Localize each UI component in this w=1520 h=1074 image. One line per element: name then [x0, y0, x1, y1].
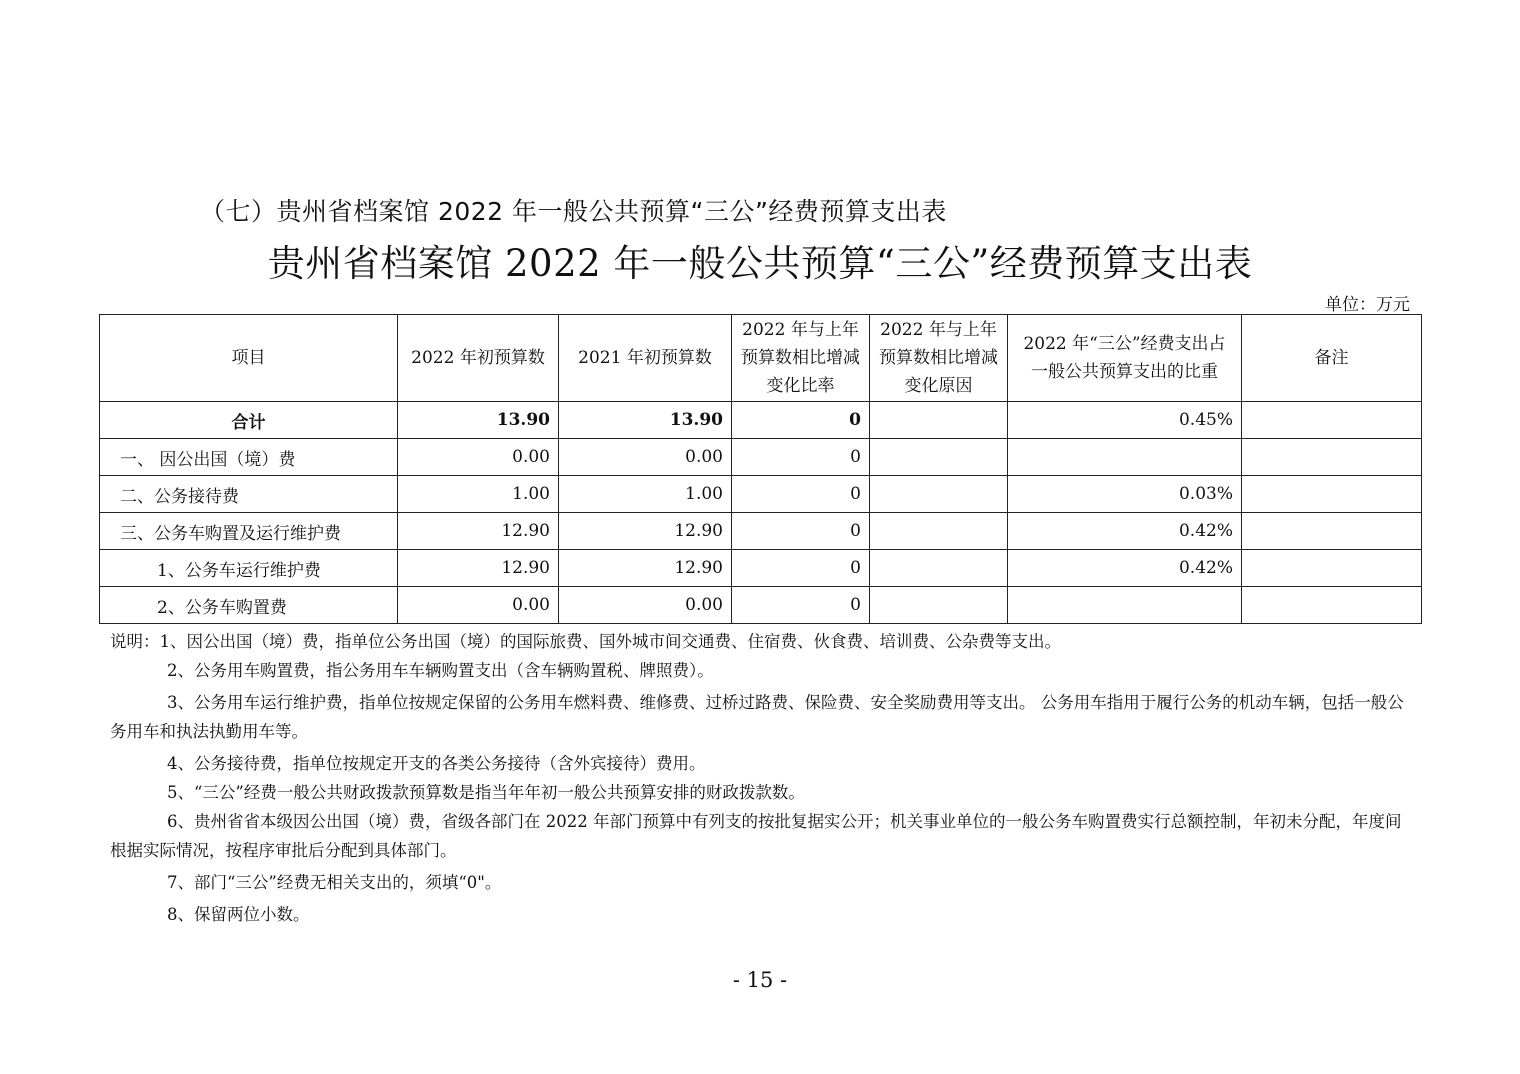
cell-budget-2021: 13.90 — [559, 402, 732, 439]
cell-budget-2021: 0.00 — [559, 587, 732, 624]
budget-table — [99, 314, 1422, 624]
cell-budget-2022: 0.00 — [398, 587, 559, 624]
cell-budget-2021: 12.90 — [559, 513, 732, 550]
cell-budget-2022: 12.90 — [398, 550, 559, 587]
cell-budget-2022: 12.90 — [398, 513, 559, 550]
cell-change-reason — [870, 402, 1008, 439]
cell-change-rate: 0 — [732, 476, 870, 513]
table-row — [100, 587, 1422, 624]
notes-section — [110, 627, 1415, 929]
cell-remark — [1242, 513, 1422, 550]
note-1: 说明：1、因公出国（境）费，指单位公务出国（境）的国际旅费、国外城市间交通费、住宿费、伙食费、培训费、公杂费等支出。 — [110, 632, 1061, 651]
cell-share: 0.03% — [1008, 476, 1242, 513]
header-remark: 备注 — [1242, 315, 1422, 402]
cell-item: 1、公务车运行维护费 — [100, 550, 398, 587]
cell-item: 三、公务车购置及运行维护费 — [100, 513, 398, 550]
header-budget-2021: 2021 年初预算数 — [559, 315, 732, 402]
table-row — [100, 476, 1422, 513]
cell-remark — [1242, 587, 1422, 624]
cell-change-reason — [870, 550, 1008, 587]
table-row — [100, 513, 1422, 550]
header-share: 2022 年“三公”经费支出占一般公共预算支出的比重 — [1008, 315, 1242, 402]
cell-remark — [1242, 476, 1422, 513]
cell-change-rate: 0 — [732, 402, 870, 439]
cell-share: 0.42% — [1008, 513, 1242, 550]
cell-item: 二、公务接待费 — [100, 476, 398, 513]
cell-change-rate: 0 — [732, 513, 870, 550]
cell-change-rate: 0 — [732, 587, 870, 624]
header-item: 项目 — [100, 315, 398, 402]
section-heading: （七）贵州省档案馆 2022 年一般公共预算“三公”经费预算支出表 — [200, 197, 947, 226]
cell-change-reason — [870, 439, 1008, 476]
unit-label: 单位：万元 — [1325, 295, 1410, 315]
cell-budget-2021: 12.90 — [559, 550, 732, 587]
cell-share: 0.42% — [1008, 550, 1242, 587]
cell-remark — [1242, 402, 1422, 439]
cell-change-rate: 0 — [732, 439, 870, 476]
cell-item: 一、 因公出国（境）费 — [100, 439, 398, 476]
header-change-reason: 2022 年与上年预算数相比增减变化原因 — [870, 315, 1008, 402]
cell-item: 合计 — [100, 402, 398, 439]
cell-change-reason — [870, 476, 1008, 513]
note-3: 3、公务用车运行维护费，指单位按规定保留的公务用车燃料费、维修费、过桥过路费、保险费、安全奖励费用等支出。 公务用车指用于履行公务的机动车辆，包括一般公务用车和执法执勤用车等。 — [110, 693, 1404, 741]
cell-budget-2022: 1.00 — [398, 476, 559, 513]
table-row — [100, 402, 1422, 439]
cell-share — [1008, 439, 1242, 476]
cell-budget-2022: 13.90 — [398, 402, 559, 439]
note-8: 8、保留两位小数。 — [167, 905, 310, 924]
cell-budget-2021: 1.00 — [559, 476, 732, 513]
header-change-rate: 2022 年与上年预算数相比增减变化比率 — [732, 315, 870, 402]
cell-remark — [1242, 439, 1422, 476]
cell-change-rate: 0 — [732, 550, 870, 587]
note-4: 4、公务接待费，指单位按规定开支的各类公务接待（含外宾接待）费用。 — [167, 754, 706, 773]
table-header-row — [100, 315, 1422, 402]
cell-change-reason — [870, 513, 1008, 550]
note-6: 6、贵州省省本级因公出国（境）费，省级各部门在 2022 年部门预算中有列支的按批复据实公开；机关事业单位的一般公务车购置费实行总额控制，年初未分配，年度间根据实际情况，按程序审批后分配到具体部门。 — [110, 812, 1402, 860]
note-5: 5、“三公”经费一般公共财政拨款预算数是指当年年初一般公共预算安排的财政拨款数。 — [167, 783, 805, 802]
cell-budget-2021: 0.00 — [559, 439, 732, 476]
note-7: 7、部门“三公”经费无相关支出的，须填“0"。 — [167, 873, 502, 892]
page-number: - 15 - — [732, 968, 788, 992]
note-2: 2、公务用车购置费，指公务用车车辆购置支出（含车辆购置税、牌照费）。 — [167, 661, 714, 680]
page-title: 贵州省档案馆 2022 年一般公共预算“三公”经费预算支出表 — [267, 242, 1253, 285]
table-row — [100, 550, 1422, 587]
cell-share — [1008, 587, 1242, 624]
cell-change-reason — [870, 587, 1008, 624]
cell-share: 0.45% — [1008, 402, 1242, 439]
cell-budget-2022: 0.00 — [398, 439, 559, 476]
table-row — [100, 439, 1422, 476]
header-budget-2022: 2022 年初预算数 — [398, 315, 559, 402]
cell-remark — [1242, 550, 1422, 587]
cell-item: 2、公务车购置费 — [100, 587, 398, 624]
